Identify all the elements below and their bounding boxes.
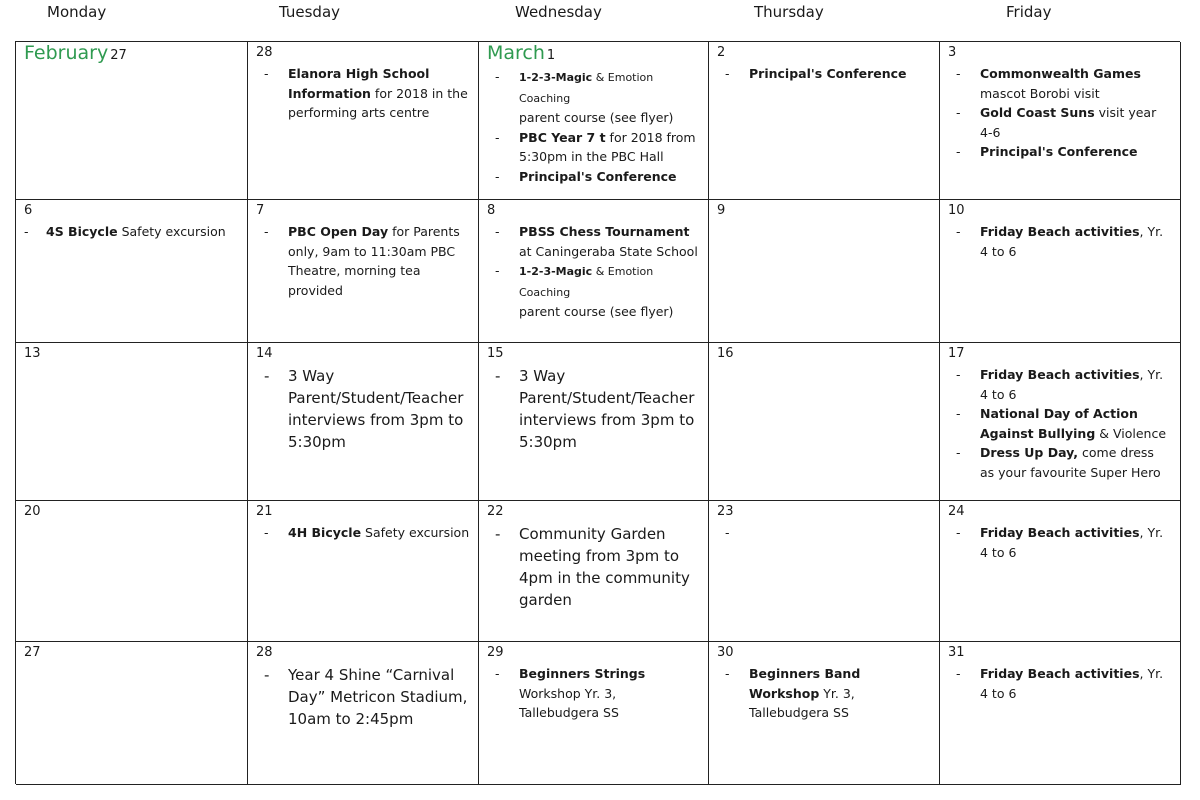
- event-item: [948, 443, 1172, 482]
- calendar-day-cell-thursday: [709, 501, 940, 642]
- day-number: 6: [24, 203, 33, 218]
- event-item: [948, 64, 1172, 103]
- event-item: [256, 64, 470, 123]
- weekday-friday: Friday: [1006, 3, 1052, 21]
- event-detail: parent course (see flyer): [519, 304, 674, 319]
- date-label: [948, 345, 1172, 363]
- event-detail: for Parents only, 9am to 11:30am PBC Theatre, morning tea provided: [288, 224, 460, 298]
- month-label: February: [24, 42, 109, 64]
- event-title: Beginners Band Workshop: [749, 666, 861, 701]
- day-number: 3: [948, 45, 957, 60]
- calendar-day-cell-tuesday: [248, 200, 479, 343]
- event-list: [948, 64, 1172, 162]
- date-label: [487, 202, 700, 220]
- event-list: [256, 523, 470, 543]
- date-label: [717, 202, 931, 220]
- calendar-day-cell-thursday: [709, 200, 940, 343]
- day-number: 10: [948, 203, 965, 218]
- event-title: Elanora High School Information: [288, 66, 430, 101]
- event-detail: Yr. 3, Tallebudgera SS: [749, 685, 855, 720]
- event-item: [487, 523, 700, 611]
- event-title: Principal's Conference: [980, 144, 1138, 159]
- date-label: [24, 202, 239, 220]
- event-detail: Workshop Yr. 3, Tallebudgera SS: [519, 685, 619, 720]
- event-list: [487, 365, 700, 453]
- date-label: [24, 503, 239, 521]
- event-item: [948, 404, 1172, 443]
- calendar-day-cell-thursday: [709, 42, 940, 200]
- event-detail: , Yr. 4 to 6: [980, 666, 1164, 701]
- event-detail: 3 Way Parent/Student/Teacher interviews from 3pm to 5:30pm: [519, 367, 695, 451]
- event-title: Principal's Conference: [519, 168, 677, 184]
- day-number: 15: [487, 346, 504, 361]
- day-number: 16: [717, 346, 734, 361]
- event-item: [256, 365, 470, 453]
- day-number: 27: [24, 645, 41, 660]
- event-title: Gold Coast Suns: [980, 105, 1095, 120]
- event-list: [948, 222, 1172, 261]
- event-list: [487, 664, 700, 723]
- day-number: 24: [948, 504, 965, 519]
- calendar-day-cell-friday: [940, 343, 1181, 501]
- date-label: [487, 503, 700, 521]
- event-title: Friday Beach activities: [980, 367, 1140, 382]
- day-number: 30: [717, 645, 734, 660]
- day-number: 28: [256, 45, 273, 60]
- event-detail: 3 Way Parent/Student/Teacher interviews from 3pm to 5:30pm: [288, 367, 464, 451]
- event-item: [948, 103, 1172, 142]
- date-label: [948, 44, 1172, 62]
- event-title: Friday Beach activities: [980, 666, 1140, 681]
- event-item: [487, 167, 700, 187]
- event-list: [256, 222, 470, 300]
- event-item: [487, 128, 700, 167]
- event-detail: , Yr. 4 to 6: [980, 525, 1164, 560]
- event-item: [487, 365, 700, 453]
- date-label: [256, 503, 470, 521]
- event-list: [256, 64, 470, 123]
- event-item: [487, 261, 700, 302]
- event-item: [948, 222, 1172, 261]
- event-detail: visit year 4-6: [980, 105, 1157, 140]
- weekday-tuesday: Tuesday: [279, 3, 341, 21]
- calendar-day-cell-tuesday: [248, 501, 479, 642]
- calendar-day-cell-monday: [16, 642, 248, 785]
- event-item: [256, 664, 470, 730]
- date-label: [256, 44, 470, 62]
- event-title: Friday Beach activities: [980, 525, 1140, 540]
- calendar-day-cell-monday: [16, 42, 248, 200]
- calendar-day-cell-wednesday: [479, 501, 709, 642]
- event-item: [948, 523, 1172, 562]
- calendar-day-cell-thursday: [709, 642, 940, 785]
- event-item: [256, 222, 470, 300]
- calendar-grid: [15, 41, 1180, 784]
- calendar-day-cell-friday: [940, 42, 1181, 200]
- event-item: [24, 222, 239, 242]
- event-item: [487, 664, 700, 723]
- event-detail: parent course (see flyer): [519, 110, 674, 125]
- event-item: [256, 523, 470, 543]
- event-title: Principal's Conference: [749, 66, 907, 81]
- event-list: [948, 523, 1172, 562]
- event-detail: for 2018 from 5:30pm in the PBC Hall: [519, 129, 696, 164]
- event-title: Friday Beach activities: [980, 224, 1140, 239]
- event-item: [487, 67, 700, 108]
- event-title: Commonwealth Games: [980, 66, 1141, 81]
- calendar-day-cell-friday: [940, 501, 1181, 642]
- event-list: [487, 67, 700, 186]
- event-list: [487, 523, 700, 611]
- event-list: [24, 222, 239, 242]
- date-label: [948, 503, 1172, 521]
- day-number: 13: [24, 346, 41, 361]
- event-title: 4S Bicycle: [46, 224, 118, 239]
- event-title: National Day of Action Against Bullying: [980, 406, 1138, 441]
- day-number: 29: [487, 645, 504, 660]
- day-number: 31: [948, 645, 965, 660]
- event-title: Dress Up Day,: [980, 445, 1079, 460]
- month-label: March: [487, 42, 545, 64]
- event-detail: , Yr. 4 to 6: [980, 367, 1164, 402]
- day-number: 28: [256, 645, 273, 660]
- event-title: PBC Year 7 t: [519, 129, 606, 145]
- event-item: [487, 222, 700, 261]
- event-item: [717, 64, 931, 84]
- event-detail: & Emotion Coaching: [519, 265, 654, 299]
- day-number: 1: [546, 48, 556, 63]
- calendar-day-cell-tuesday: [248, 42, 479, 200]
- day-number: 21: [256, 504, 273, 519]
- day-number: 20: [24, 504, 41, 519]
- event-list: [487, 222, 700, 322]
- event-item: [948, 365, 1172, 404]
- event-detail: Safety excursion: [361, 525, 470, 540]
- event-item: [717, 664, 931, 723]
- day-number: 23: [717, 504, 734, 519]
- event-title: Beginners Strings: [519, 666, 646, 681]
- date-label: [948, 202, 1172, 220]
- day-number: 27: [110, 48, 127, 63]
- calendar-day-cell-monday: [16, 343, 248, 501]
- day-number: 7: [256, 203, 265, 218]
- day-number: 22: [487, 504, 504, 519]
- calendar-day-cell-wednesday: [479, 200, 709, 343]
- event-list: [717, 64, 931, 84]
- date-label: [487, 345, 700, 363]
- event-title: 1-2-3-Magic: [519, 265, 593, 278]
- date-label: [717, 44, 931, 62]
- date-label: [717, 345, 931, 363]
- event-detail: & Emotion Coaching: [519, 71, 654, 105]
- event-detail: , Yr. 4 to 6: [980, 224, 1164, 259]
- date-label: [717, 503, 931, 521]
- day-number: 9: [717, 203, 726, 218]
- event-list: [717, 664, 931, 723]
- calendar-day-cell-friday: [940, 642, 1181, 785]
- event-title: 1-2-3-Magic: [519, 71, 593, 84]
- event-title: PBC Open Day: [288, 224, 389, 239]
- date-label: [24, 644, 239, 662]
- event-detail: Community Garden meeting from 3pm to 4pm in the community garden: [519, 525, 690, 609]
- event-list: [256, 365, 470, 453]
- calendar-day-cell-wednesday: [479, 42, 709, 200]
- event-list: [948, 365, 1172, 482]
- event-detail: Safety excursion: [117, 224, 226, 239]
- date-label: [487, 44, 700, 65]
- calendar-day-cell-tuesday: [248, 642, 479, 785]
- event-detail: Year 4 Shine “Carnival Day” Metricon Stadium, 10am to 2:45pm: [288, 666, 468, 728]
- weekday-header-row: [15, 0, 1180, 32]
- event-list: [256, 664, 470, 730]
- calendar-day-cell-tuesday: [248, 343, 479, 501]
- event-item: [487, 108, 700, 128]
- event-item: [487, 302, 700, 322]
- date-label: [256, 345, 470, 363]
- date-label: [256, 644, 470, 662]
- date-label: [948, 644, 1172, 662]
- day-number: 2: [717, 45, 726, 60]
- day-number: 14: [256, 346, 273, 361]
- calendar-day-cell-wednesday: [479, 343, 709, 501]
- date-label: [24, 345, 239, 363]
- event-detail: come dress as your favourite Super Hero: [980, 445, 1161, 480]
- calendar-day-cell-thursday: [709, 343, 940, 501]
- date-label: [717, 644, 931, 662]
- day-number: 17: [948, 346, 965, 361]
- calendar-day-cell-friday: [940, 200, 1181, 343]
- date-label: [487, 644, 700, 662]
- event-list: [948, 664, 1172, 703]
- calendar-day-cell-monday: [16, 200, 248, 343]
- calendar-day-cell-monday: [16, 501, 248, 642]
- event-item: [948, 664, 1172, 703]
- event-title: PBSS Chess Tournament: [519, 224, 690, 239]
- event-title: 4H Bicycle: [288, 525, 362, 540]
- day-number: 8: [487, 203, 496, 218]
- event-detail: for 2018 in the performing arts centre: [288, 85, 468, 120]
- weekday-monday: Monday: [47, 3, 107, 21]
- event-detail: & Violence: [1095, 425, 1167, 441]
- event-detail: mascot Borobi visit: [980, 85, 1100, 101]
- date-label: [256, 202, 470, 220]
- weekday-wednesday: Wednesday: [515, 3, 602, 21]
- event-detail: at Caningeraba State School: [519, 243, 698, 259]
- event-item: [948, 142, 1172, 162]
- calendar-day-cell-wednesday: [479, 642, 709, 785]
- date-label: [24, 44, 239, 65]
- weekday-thursday: Thursday: [754, 3, 824, 21]
